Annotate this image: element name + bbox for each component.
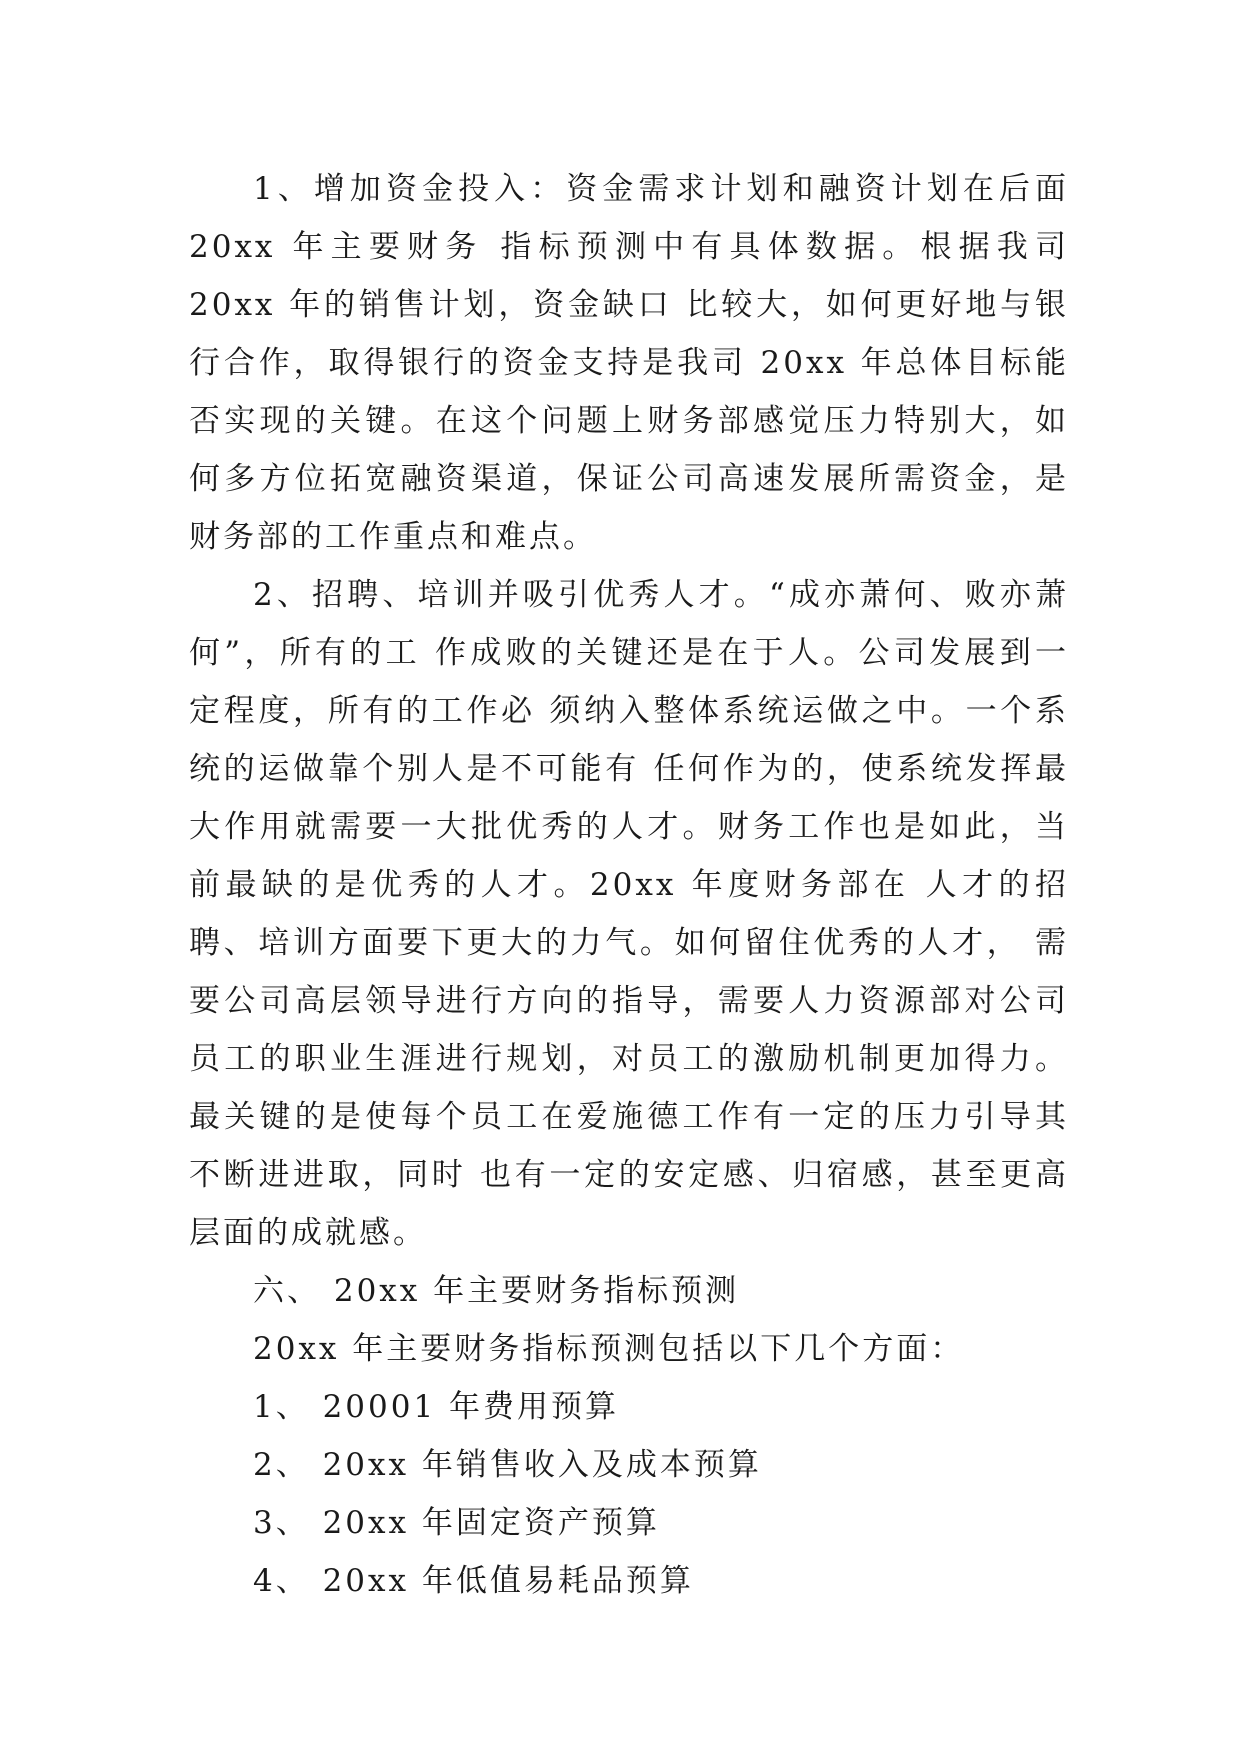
paragraph-talent: 2、招聘、培训并吸引优秀人才。“成亦萧何、败亦萧何”，所有的工 作成败的关键还是在于人。公司发展到一定程度，所有的工作必 须纳入整体系统运做之中。一个系统的运做靠个别人是不可能有 任何作为的，使系统发挥最大作用就需要一大批优秀的人才。财务工作也是如此，当前最缺的是优秀的人才。20xx 年度财务部在 人才的招聘、培训方面要下更大的力气。如何留住优秀的人才， 需要公司高层领导进行方向的指导，需要人力资源部对公司员工的职业生涯进行规划，对员工的激励机制更加得力。最关键的是使每个员工在爱施德工作有一定的压力引导其不断进进取，同时 也有一定的安定感、归宿感，甚至更高层面的成就感。 — [189, 577, 1069, 1251]
document-body — [189, 160, 1069, 1610]
section-heading: 六、 20xx 年主要财务指标预测 — [253, 1273, 740, 1309]
list-item-expense-budget: 1、 20001 年费用预算 — [253, 1389, 620, 1425]
list-item-consumables-budget: 4、 20xx 年低值易耗品预算 — [253, 1563, 694, 1599]
list-item-sales-cost-budget: 2、 20xx 年销售收入及成本预算 — [253, 1447, 762, 1483]
list-item-fixed-asset-budget: 3、 20xx 年固定资产预算 — [253, 1505, 660, 1541]
paragraph-funding: 1、增加资金投入：资金需求计划和融资计划在后面 20xx 年主要财务 指标预测中有具体数据。根据我司 20xx 年的销售计划，资金缺口 比较大，如何更好地与银行合作，取得银行的资金支持是我司 20xx 年总体目标能否实现的关键。在这个问题上财务部感觉压力特别大，如何多方位拓宽融资渠道，保证公司高速发展所需资金，是 财务部的工作重点和难点。 — [189, 171, 1069, 555]
section-intro: 20xx 年主要财务指标预测包括以下几个方面： — [253, 1331, 965, 1367]
